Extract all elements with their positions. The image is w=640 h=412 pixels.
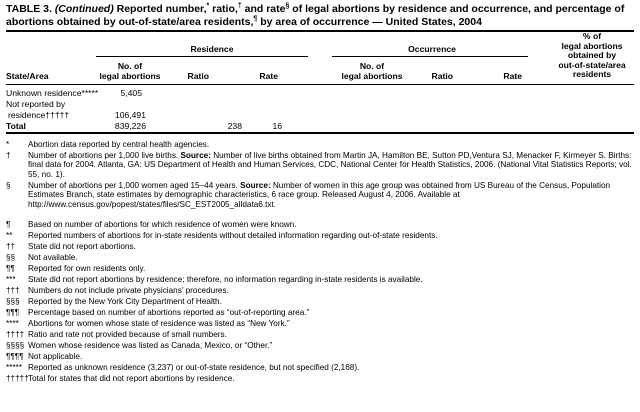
footnote-text: State did not report abortions by residence; therefore, no information regarding in-state residents is available.	[28, 275, 423, 284]
footnote-text: State did not report abortions.	[28, 242, 136, 251]
footnote-source-label: Source:	[240, 181, 271, 190]
footnote-symbol: **	[6, 231, 13, 240]
footnote-text: Reported numbers of abortions for in-state residents without detailed information regarding out-of-state residents.	[28, 231, 438, 240]
footnote-text-part: Number of abortions per 1,000 women aged 15–44 years.	[28, 181, 241, 190]
footnote-text: Percentage based on number of abortions reported as “out-of-reporting area.”	[28, 308, 310, 317]
footnote-symbol: *****	[6, 363, 22, 372]
row-count-unknown: 5,405	[120, 88, 142, 98]
table-title: TABLE 3. (Continued) Reported number,* ratio,† and rate§ of legal abortions by residence and occurrence, and percentage of abortions obtained by out-of-state/area residents,¶ by area of occurrence — United States, 2004	[6, 2, 625, 28]
footnote-symbol: §	[6, 181, 11, 190]
footnote-text: Reported for own residents only.	[28, 264, 146, 273]
footnote-text: Numbers do not include private physicians’ procedures.	[28, 286, 229, 295]
residence-group-header: Residence	[190, 44, 234, 54]
occ-ratio-header: Ratio	[431, 71, 453, 81]
footnote-symbol: *	[6, 140, 10, 149]
footnote-text: Reported as unknown residence (3,237) or out-of-state residence, but not specified (2,168).	[28, 363, 360, 372]
res-count-header: No. of legal abortions	[99, 61, 161, 81]
footnote-symbol: †	[6, 151, 11, 160]
footnote-symbol: §§	[6, 253, 16, 262]
footnote-text: Not applicable.	[28, 352, 83, 361]
footnote-text: Women whose residence was listed as Canada, Mexico, or “Other.”	[28, 341, 273, 350]
occurrence-group-header: Occurrence	[408, 44, 456, 54]
res-rate-header: Rate	[259, 71, 278, 81]
footnote-symbol: ††	[6, 242, 16, 251]
row-label-not-reported-1: Not reported by	[6, 99, 66, 109]
footnote-text	[28, 151, 632, 179]
footnote-text: Abortion data reported by central health agencies.	[28, 140, 210, 149]
footnote-symbol: ***	[6, 275, 16, 284]
footnote-symbol: ¶¶¶	[6, 308, 20, 317]
occ-rate-header: Rate	[503, 71, 522, 81]
footnote-text: Abortions for women whose state of residence was listed as “New York.”	[28, 319, 290, 328]
row-rate-total: 16	[272, 121, 282, 131]
row-label-not-reported-2: residence†††††	[8, 110, 70, 120]
footnote-text: Total for states that did not report abortions by residence.	[28, 374, 235, 383]
footnote-symbol: §§§§	[6, 341, 25, 350]
footnote-text-part: Number of abortions per 1,000 live births.	[28, 151, 181, 160]
occurrence-group-rule	[332, 56, 528, 57]
row-count-total: 839,226	[114, 121, 146, 131]
state-area-header: State/Area	[6, 71, 49, 81]
row-label-total: Total	[6, 121, 26, 131]
row-ratio-total: 238	[227, 121, 242, 131]
footnote-symbol: ****	[6, 319, 19, 328]
footnote-source-label: Source:	[180, 151, 211, 160]
footnote-text-part: Number of women in this age group was obtained from US Bureau of the Census, Population Estimates Branch, state estimates by demographic characteristics, 6 race group. Released August 4, 2006. Available at http://www.census.gov/popest/states/files/SC_EST2005_alldata6.txt.	[28, 181, 611, 209]
header-bottom-rule	[6, 84, 634, 85]
footnote-symbol: §§§	[6, 297, 20, 306]
footnote-symbol: †††	[6, 286, 20, 295]
footnote-text: Not available.	[28, 253, 78, 262]
footnote-symbol: ¶	[6, 220, 11, 229]
footnote-text: Reported by the New York City Department of Health.	[28, 297, 222, 306]
footnote-text: Ratio and rate not provided because of small numbers.	[28, 330, 227, 339]
footnote-symbol: †††††	[6, 374, 29, 383]
row-label-unknown: Unknown residence*****	[6, 88, 99, 98]
table-bottom-rule	[6, 132, 634, 134]
footnote-text: Based on number of abortions for which residence of women were known.	[28, 220, 297, 229]
header-top-rule	[6, 30, 634, 32]
footnote-symbol: ††††	[6, 330, 25, 339]
footnote-symbol: ¶¶¶¶	[6, 352, 24, 361]
residence-group-rule	[96, 56, 308, 57]
footnote-symbol: ¶¶	[6, 264, 15, 273]
res-ratio-header: Ratio	[187, 71, 209, 81]
footnote-text-part: Number of live births obtained from Martin JA, Hamilton BE, Sutton PD,Ventura SJ, Menacker F, Kirmeyer S. Births: final data for 2004. Atlanta, GA: US Department of Health and Human Services, CDC, National Center for Health Statistics, 2006. (National Vital Statistics Reports; vol. 55, no. 1).	[28, 151, 632, 179]
pct-header: % of legal abortions obtained by out-of-state/area residents	[558, 31, 626, 79]
footnote-text	[28, 181, 632, 209]
row-count-not-reported: 106,491	[114, 110, 146, 120]
occ-count-header: No. of legal abortions	[341, 61, 403, 81]
